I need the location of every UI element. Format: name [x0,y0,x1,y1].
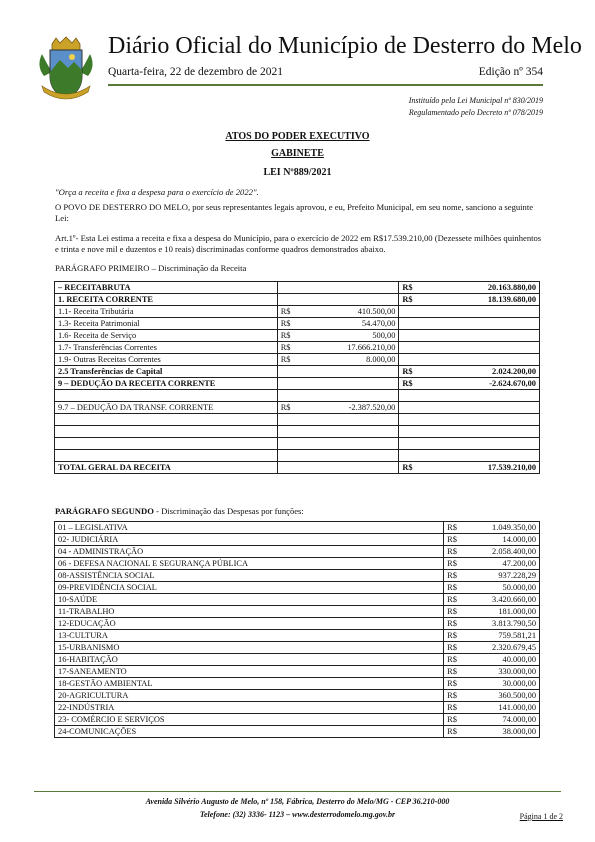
revenue-subtotal [277,342,399,354]
revenue-subtotal [277,438,399,450]
footer-contact: Telefone: (32) 3336- 1123 – www.desterrodomelo.mg.gov.br [199,810,396,819]
expense-row [55,618,540,630]
revenue-subtotal [277,318,399,330]
edition-number: Edição nº 354 [478,66,543,78]
municipal-coat-of-arms-icon [34,36,98,102]
expense-function: 17-SANEAMENTO [55,666,444,678]
amount-value: 38.000,00 [502,727,536,736]
currency-symbol: R$ [280,343,291,352]
expense-table [54,521,540,738]
amount-value: 17.666.210,00 [347,343,396,352]
amount-value: 1.049.350,00 [492,523,536,532]
expense-amount [444,546,540,558]
amount-value: 330.000,00 [498,667,536,676]
expense-amount [444,618,540,630]
law-number: LEI Nº889/2021 [263,167,332,178]
expense-amount [444,642,540,654]
footer-address: Avenida Silvério Augusto de Melo, nº 158, Fábrica, Desterro do Melo/MG - CEP 36.210-000 [145,797,450,806]
revenue-total [399,366,540,378]
expense-row [55,654,540,666]
expense-row [55,726,540,738]
gazette-title: Diário Oficial do Município de Desterro do Melo [108,33,582,59]
revenue-label: 1.9- Outras Receitas Correntes [55,354,278,366]
revenue-total [399,294,540,306]
expense-function: 16-HABITAÇÃO [55,654,444,666]
revenue-label: 1.3- Receita Patrimonial [55,318,278,330]
revenue-subtotal [277,330,399,342]
currency-symbol: R$ [447,679,457,688]
amount-value: 8.000,00 [366,355,396,364]
expense-row [55,666,540,678]
expense-function: 18-GESTÃO AMBIENTAL [55,678,444,690]
expense-function: 20-AGRICULTURA [55,690,444,702]
expense-row [55,570,540,582]
amount-value: 360.500,00 [498,691,536,700]
amount-value: 14.000,00 [502,535,536,544]
currency-symbol: R$ [280,331,291,340]
expense-row [55,606,540,618]
revenue-subtotal [277,354,399,366]
expense-row [55,582,540,594]
expense-row [55,714,540,726]
section-heading-gabinete: GABINETE [271,148,324,159]
law-summary: "Orça a receita e fixa a despesa para o exercício de 2022". [55,187,259,197]
currency-symbol: R$ [447,703,457,712]
revenue-subtotal [277,414,399,426]
expense-function: 06 - DEFESA NACIONAL E SEGURANÇA PÚBLICA [55,558,444,570]
expense-function: 23- COMÉRCIO E SERVIÇOS [55,714,444,726]
currency-symbol: R$ [447,667,457,676]
enactment-paragraph: O POVO DE DESTERRO DO MELO, por seus representantes legais aprovou, e eu, Prefeito Municipal, em seu nome, sanciono a seguinte Lei: [55,202,534,223]
page-number: Página 1 de 2 [519,812,563,821]
revenue-label [55,438,278,450]
revenue-subtotal [277,282,399,294]
legal-basis [409,95,543,119]
amount-value: 54.470,00 [361,319,396,328]
expense-function: 12-EDUCAÇÃO [55,618,444,630]
amount-value: 18.139.680,00 [487,295,536,304]
revenue-label: 9 – DEDUÇÃO DA RECEITA CORRENTE [55,378,278,390]
revenue-table [54,281,540,474]
revenue-total [399,282,540,294]
revenue-label [55,390,278,402]
amount-value: 47.200,00 [502,559,536,568]
expense-function: 15-URBANISMO [55,642,444,654]
currency-symbol: R$ [447,559,457,568]
currency-symbol: R$ [402,295,413,304]
expense-function: 11-TRABALHO [55,606,444,618]
footer-divider [34,791,561,792]
revenue-row [55,366,540,378]
revenue-total [399,330,540,342]
amount-value: 17.539.210,00 [487,463,536,472]
expense-function: 08-ASSISTÊNCIA SOCIAL [55,570,444,582]
currency-symbol: R$ [447,643,457,652]
currency-symbol: R$ [447,691,457,700]
article-1: Art.1º- Esta Lei estima a receita e fixa a despesa do Município, para o exercício de 2022 em R$17.539.210,00 (Dezessete milhões quinhentos e trinta e nove mil e duzentos e 10 reais) discriminadas conforme quadros demonstrados abaixo. [55,233,542,254]
revenue-row [55,330,540,342]
revenue-row [55,402,540,414]
paragraph-second-heading [55,506,543,517]
revenue-total [399,378,540,390]
currency-symbol: R$ [447,523,457,532]
revenue-total [399,438,540,450]
expense-amount [444,558,540,570]
expense-row [55,702,540,714]
revenue-row [55,438,540,450]
revenue-label: 9.7 – DEDUÇÃO DA TRANSF. CORRENTE [55,402,278,414]
currency-symbol: R$ [447,535,457,544]
paragraph-first-heading: PARÁGRAFO PRIMEIRO – Discriminação da Receita [55,263,247,273]
revenue-total [399,306,540,318]
revenue-row [55,414,540,426]
revenue-label: TOTAL GERAL DA RECEITA [55,462,278,474]
currency-symbol: R$ [447,727,457,736]
revenue-label [55,414,278,426]
revenue-label: – RECEITABRUTA [55,282,278,294]
revenue-row [55,354,540,366]
expense-function: 02- JUDICIÁRIA [55,534,444,546]
revenue-subtotal [277,306,399,318]
expense-row [55,522,540,534]
expense-amount [444,630,540,642]
amount-value: 410.500,00 [357,307,396,316]
currency-symbol: R$ [402,367,413,376]
page-header [0,0,595,125]
currency-symbol: R$ [280,319,291,328]
amount-value: 2.024.200,00 [492,367,536,376]
revenue-subtotal [277,426,399,438]
amount-value: 40.000,00 [502,655,536,664]
revenue-subtotal [277,294,399,306]
expense-row [55,678,540,690]
revenue-total [399,462,540,474]
amount-value: 937.228,29 [498,571,536,580]
instituted-note: Instituído pela Lei Municipal nº 830/2019 [408,96,543,105]
currency-symbol: R$ [447,655,457,664]
currency-symbol: R$ [402,463,413,472]
expense-amount [444,570,540,582]
expense-row [55,534,540,546]
revenue-row [55,294,540,306]
currency-symbol: R$ [280,403,291,412]
paragraph-second-text: - Discriminação das Despesas por funções: [153,506,304,516]
expense-row [55,594,540,606]
revenue-row [55,426,540,438]
revenue-label: 1.6- Receita de Serviço [55,330,278,342]
revenue-row [55,306,540,318]
revenue-total [399,318,540,330]
revenue-label [55,426,278,438]
expense-function: 22-INDÚSTRIA [55,702,444,714]
revenue-subtotal [277,378,399,390]
expense-row [55,642,540,654]
revenue-subtotal [277,402,399,414]
revenue-row [55,450,540,462]
amount-value: 50.000,00 [502,583,536,592]
revenue-total [399,354,540,366]
revenue-row [55,378,540,390]
expense-amount [444,594,540,606]
revenue-total [399,426,540,438]
expense-amount [444,666,540,678]
currency-symbol: R$ [280,355,291,364]
expense-amount [444,678,540,690]
expense-amount [444,714,540,726]
revenue-row [55,342,540,354]
revenue-label: 1.7- Transferências Correntes [55,342,278,354]
expense-amount [444,582,540,594]
currency-symbol: R$ [447,715,457,724]
section-heading-atos: ATOS DO PODER EXECUTIVO [225,131,370,142]
revenue-label: 1. RECEITA CORRENTE [55,294,278,306]
revenue-row [55,462,540,474]
currency-symbol: R$ [447,583,457,592]
revenue-total [399,402,540,414]
expense-function: 09-PREVIDÊNCIA SOCIAL [55,582,444,594]
expense-amount [444,726,540,738]
currency-symbol: R$ [280,307,291,316]
regulated-note: Regulamentado pelo Decreto nº 078/2019 [408,108,543,117]
expense-row [55,546,540,558]
expense-function: 13-CULTURA [55,630,444,642]
publication-date: Quarta-feira, 22 de dezembro de 2021 [108,66,283,78]
expense-function: 01 – LEGISLATIVA [55,522,444,534]
expense-function: 24-COMUNICAÇÕES [55,726,444,738]
amount-value: 74.000,00 [502,715,536,724]
revenue-total [399,450,540,462]
amount-value: 2.320.679,45 [492,643,536,652]
amount-value: 759.581,21 [498,631,536,640]
amount-value: 500,00 [372,331,396,340]
expense-amount [444,690,540,702]
currency-symbol: R$ [402,283,413,292]
revenue-subtotal [277,390,399,402]
currency-symbol: R$ [447,595,457,604]
amount-value: 20.163.880,00 [487,283,536,292]
currency-symbol: R$ [447,607,457,616]
revenue-total [399,342,540,354]
amount-value: 141.000,00 [498,703,536,712]
revenue-row [55,282,540,294]
revenue-subtotal [277,462,399,474]
expense-row [55,558,540,570]
amount-value: -2.387.520,00 [348,403,396,412]
revenue-row [55,318,540,330]
expense-amount [444,534,540,546]
currency-symbol: R$ [402,379,413,388]
expense-amount [444,606,540,618]
amount-value: -2.624.670,00 [489,379,536,388]
expense-function: 04 - ADMINISTRAÇÃO [55,546,444,558]
amount-value: 3.813.790,50 [492,619,536,628]
revenue-subtotal [277,450,399,462]
amount-value: 181.000,00 [498,607,536,616]
expense-row [55,630,540,642]
revenue-label [55,450,278,462]
revenue-total [399,414,540,426]
expense-amount [444,654,540,666]
revenue-label: 1.1- Receita Tributária [55,306,278,318]
amount-value: 3.420.660,00 [492,595,536,604]
expense-row [55,690,540,702]
amount-value: 30.000,00 [502,679,536,688]
expense-function: 10-SAÚDE [55,594,444,606]
expense-amount [444,702,540,714]
paragraph-second-label: PARÁGRAFO SEGUNDO [55,506,154,516]
currency-symbol: R$ [447,631,457,640]
expense-amount [444,522,540,534]
revenue-label: 2.5 Transferências de Capital [55,366,278,378]
currency-symbol: R$ [447,619,457,628]
amount-value: 2.058.400,00 [492,547,536,556]
revenue-total [399,390,540,402]
revenue-row [55,390,540,402]
header-divider [108,84,543,86]
revenue-subtotal [277,366,399,378]
currency-symbol: R$ [447,571,457,580]
currency-symbol: R$ [447,547,457,556]
